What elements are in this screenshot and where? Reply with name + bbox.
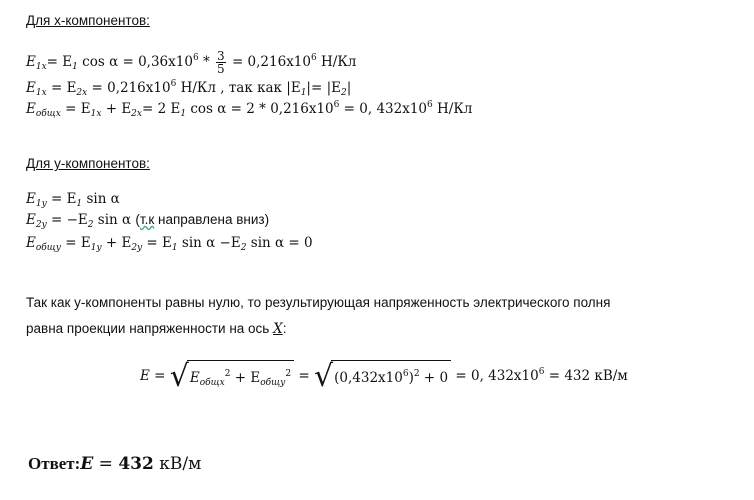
answer-line: Ответ:E = 432 кВ/м [28,454,202,474]
paragraph-line-2: равна проекции напряженности на ось X: [26,321,287,337]
paragraph-line-1: Так как y-компоненты равны нулю, то результирующая напряженность электрического полня [26,295,611,310]
fraction: $\frac{3}{5}$ [217,49,225,76]
x-line-3: $E_{общх} = E_{1x} + E_{2x}= 2$ $E_1$ $\cos \alpha = 2 * 0,216x10^6 = 0$, $432x10^6$ Н/Кл [26,100,473,119]
y-line-3: $E_{общу} = E_{1y} + E_{2y} = E_1$ $\sin \alpha -E_2$ sin α = 0 [26,235,313,253]
answer-label: Ответ: [28,454,81,473]
sqrt-1: $√E_{общх}^2 + E_{общу}^2$ [170,360,294,393]
final-formula: $E = √E_{общх}^2 + E_{общу}^2 = √(0,432x10^6)^2 + 0 = 0$, $432x10^6 = 432$ кВ/м [140,359,628,394]
y-line-2: $E_{2y} = -E_2$ sin α (т.к направлена вниз) [26,212,270,230]
sqrt-2: $√(0,432x10^6)^2 + 0$ [314,360,451,393]
answer-value: 432 [118,454,154,474]
x-heading: Для x-компонентов: [26,13,150,28]
y-heading: Для y-компонентов: [26,156,150,171]
x-line-1: $E_{1x}= E_1$ $\cos \alpha = 0,36x10^6$ * $\frac{3}{5}$ = $0,216x10^6$ Н/Кл [26,49,357,76]
x-line-2: $E_{1x} = E_{2x} = 0,216x10^6$ Н/Кл , так как $|E_1|= |E_2|$ [26,79,352,98]
y-line-1: $E_{1y} = E_1$ sin α [26,191,120,209]
